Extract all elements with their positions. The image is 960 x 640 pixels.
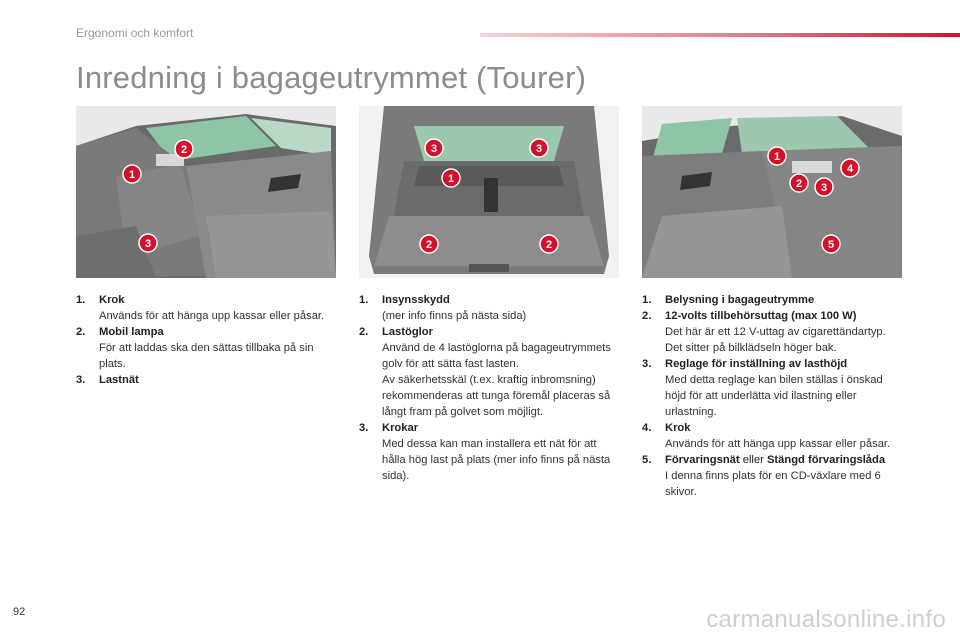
legend-item — [76, 292, 338, 324]
item-safety-note: Av säkerhetsskäl (t.ex. kraftig inbromsning) rekommenderas att tunga föremål placeras så långt fram på golvet som möjligt. — [382, 374, 611, 418]
item-heading: 12-volts tillbehörsuttag (max 100 W) — [665, 310, 857, 322]
page-title: Inredning i bagageutrymmet (Tourer) — [76, 60, 587, 95]
item-description: Används för att hänga upp kassar eller påsar. — [665, 438, 891, 450]
section-label: Ergonomi och komfort — [76, 26, 194, 40]
callout-marker — [790, 174, 808, 192]
item-number: 1. — [359, 294, 369, 306]
callout-number: 3 — [430, 143, 438, 155]
item-heading: Reglage för inställning av lasthöjd — [665, 358, 848, 370]
header-accent-rule — [480, 33, 960, 37]
item-number: 3. — [642, 358, 652, 370]
item-description: Använd de 4 lastöglorna på bagageutrymmets golv för att sätta fast lasten. — [382, 342, 611, 370]
trunk-photo-rear — [359, 106, 619, 278]
item-heading: Förvaringsnät — [665, 454, 740, 466]
callout-number: 2 — [180, 144, 188, 156]
callout-marker — [123, 165, 141, 183]
callout-marker — [815, 178, 833, 196]
item-heading: Krok — [99, 294, 125, 306]
item-description: För att laddas ska den sättas tillbaka på sin plats. — [99, 342, 314, 370]
callout-number: 2 — [545, 239, 553, 251]
item-heading: Krok — [665, 422, 691, 434]
item-number: 1. — [76, 294, 86, 306]
callout-marker — [425, 139, 443, 157]
legend-item — [359, 324, 621, 420]
legend-item — [76, 324, 338, 372]
item-number: 1. — [642, 294, 652, 306]
legend-column-middle — [359, 292, 621, 484]
item-number: 4. — [642, 422, 652, 434]
callout-marker — [822, 235, 840, 253]
legend-column-right — [642, 292, 904, 500]
item-heading-alt: Stängd förvaringslåda — [766, 454, 886, 466]
callout-marker — [530, 139, 548, 157]
callout-number: 3 — [144, 238, 152, 250]
legend-item — [642, 452, 904, 500]
callout-marker — [175, 140, 193, 158]
callout-number: 2 — [425, 239, 433, 251]
legend-item — [76, 372, 338, 388]
item-heading-or: eller — [739, 454, 767, 466]
trunk-photo-left-side — [76, 106, 336, 278]
legend-item — [642, 308, 904, 356]
callout-marker — [768, 147, 786, 165]
callout-number: 1 — [447, 173, 455, 185]
item-description: Med dessa kan man installera ett nät för att hålla hög last på plats (mer info finns på nästa sida). — [382, 438, 611, 482]
legend-item — [642, 356, 904, 420]
item-number: 5. — [642, 454, 652, 466]
item-description: I denna finns plats för en CD-växlare med 6 skivor. — [665, 470, 881, 498]
callout-marker — [139, 234, 157, 252]
item-heading: Belysning i bagageutrymme — [665, 294, 815, 306]
callout-number: 1 — [128, 169, 136, 181]
callout-marker — [442, 169, 460, 187]
legend-item — [642, 420, 904, 452]
item-heading: Insynsskydd — [382, 294, 450, 306]
callout-number: 2 — [795, 178, 803, 190]
item-number: 2. — [76, 326, 86, 338]
legend-item — [359, 292, 621, 324]
callout-number: 5 — [827, 239, 835, 251]
callout-number: 3 — [820, 182, 828, 194]
item-number: 3. — [359, 422, 369, 434]
item-heading: Lastnät — [99, 374, 139, 386]
item-heading: Krokar — [382, 422, 419, 434]
item-number: 2. — [359, 326, 369, 338]
item-heading: Lastöglor — [382, 326, 433, 338]
item-number: 2. — [642, 310, 652, 322]
callout-number: 4 — [846, 163, 854, 175]
item-description: Det här är ett 12 V-uttag av cigarettändartyp. Det sitter på bilklädseln höger bak. — [665, 326, 886, 354]
callout-marker — [841, 159, 859, 177]
watermark: carmanualsonline.info — [706, 606, 946, 633]
legend-item — [642, 292, 904, 308]
callout-marker — [420, 235, 438, 253]
callout-marker — [540, 235, 558, 253]
item-number: 3. — [76, 374, 86, 386]
page-number: 92 — [13, 606, 26, 618]
callout-number: 1 — [773, 151, 781, 163]
item-description: Används för att hänga upp kassar eller påsar. — [99, 310, 325, 322]
item-heading: Mobil lampa — [99, 326, 164, 338]
callout-number: 3 — [535, 143, 543, 155]
item-description: (mer info finns på nästa sida) — [382, 310, 527, 322]
item-description: Med detta reglage kan bilen ställas i önskad höjd för att underlätta vid ilastning eller urlastning. — [665, 374, 883, 418]
item-heading-combined — [665, 452, 904, 468]
trunk-photo-right-side — [642, 106, 902, 278]
legend-column-left — [76, 292, 338, 388]
legend-item — [359, 420, 621, 484]
